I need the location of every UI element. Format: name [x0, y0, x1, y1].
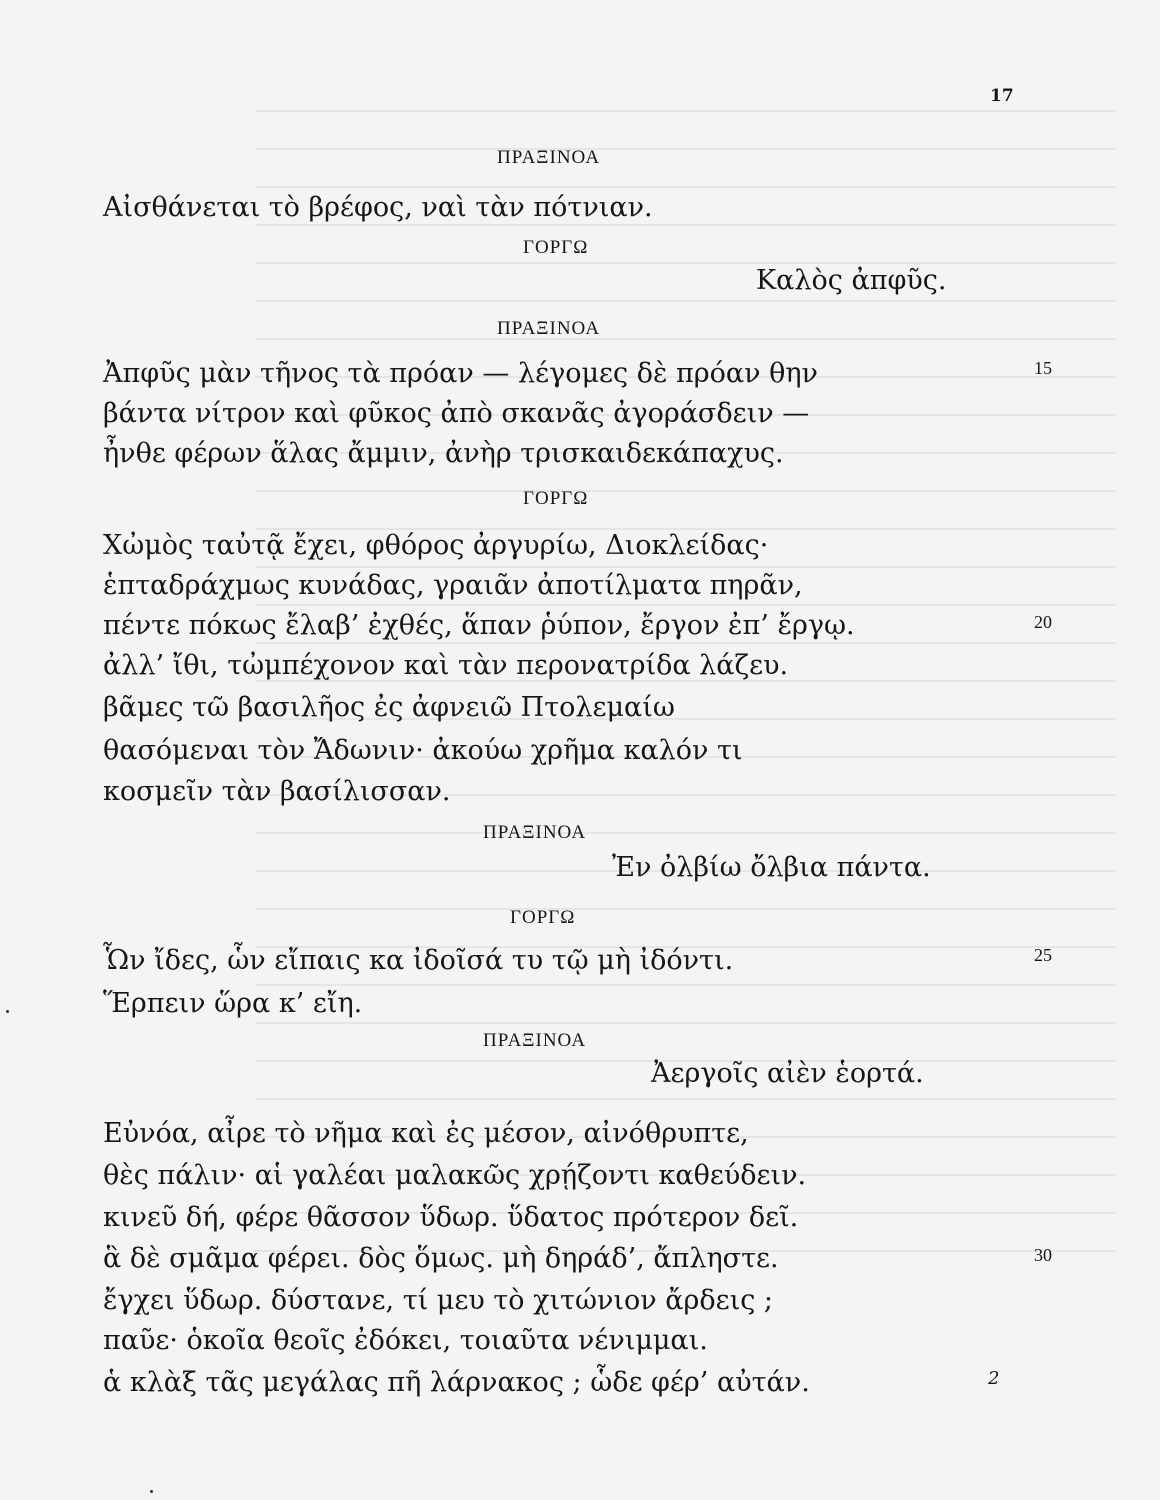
line-number: 20: [1034, 612, 1052, 632]
verse-line: Αἰσθάνεται τὸ βρέφος, ναὶ τὰν πότνιαν.: [103, 192, 653, 223]
signature-mark: 2: [988, 1368, 1000, 1389]
verse-line: ἦνθε φέρων ἅλας ἄμμιν, ἀνὴρ τρισκαιδεκάπαχυς.: [103, 438, 784, 469]
page-number: 17: [990, 86, 1014, 106]
line-number: 30: [1034, 1245, 1052, 1265]
verse-line: κοσμεῖν τὰν βασίλισσαν.: [103, 776, 451, 807]
speaker-heading: ΓΟΡΓΩ: [510, 907, 576, 928]
verse-line: βᾶμες τῶ βασιλῆος ἐς ἀφνειῶ Πτολεμαίω: [103, 692, 675, 723]
speaker-heading: ΓΟΡΓΩ: [523, 237, 589, 258]
verse-line: κινεῦ δή, φέρε θᾶσσον ὕδωρ. ὕδατος πρότερον δεῖ.: [103, 1202, 799, 1233]
speaker-heading: ΓΟΡΓΩ: [523, 488, 589, 509]
verse-line: Ἕρπειν ὥρα κ’ εἴη.: [103, 988, 363, 1019]
line-number: 25: [1034, 945, 1052, 965]
verse-line: Ἐν ὀλβίω ὄλβια πάντα.: [612, 852, 931, 883]
print-speck: [6, 1010, 9, 1013]
verse-line: ἃ δὲ σμᾶμα φέρει. δὸς ὅμως. μὴ δηράδ’, ἄπληστε.: [103, 1243, 779, 1274]
verse-line: Καλὸς ἀπφῦς.: [756, 265, 947, 296]
verse-line: ἁ κλὰξ τᾶς μεγάλας πῆ λάρνακος ; ὧδε φέρ’ αὐτάν.: [103, 1367, 810, 1398]
line-number: 15: [1034, 358, 1052, 378]
verse-line: ἀλλ’ ἴθι, τὠμπέχονον καὶ τὰν περονατρίδα λάζευ.: [103, 650, 789, 681]
speaker-heading: ΠΡΑΞΙΝΟΑ: [497, 147, 601, 168]
verse-line: Ἀπφῦς μὰν τῆνος τὰ πρόαν — λέγομες δὲ πρόαν θην: [103, 358, 818, 389]
verse-line: πέντε πόκως ἔλαβ’ ἐχθές, ἅπαν ῥύπον, ἔργον ἐπ’ ἔργῳ.: [103, 610, 855, 641]
verse-line: βάντα νίτρον καὶ φῦκος ἀπὸ σκανᾶς ἀγοράσδειν —: [103, 398, 810, 429]
speaker-heading: ΠΡΑΞΙΝΟΑ: [497, 318, 601, 339]
verse-line: θὲς πάλιν· αἱ γαλέαι μαλακῶς χρῄζοντι καθεύδειν.: [103, 1160, 807, 1191]
verse-line: Χὠμὸς ταὐτᾷ ἔχει, φθόρος ἀργυρίω, Διοκλείδας·: [103, 530, 769, 561]
verse-line: Ἀεργοῖς αἰὲν ἑορτά.: [651, 1058, 924, 1089]
verse-line: Ὧν ἴδες, ὧν εἴπαις κα ἰδοῖσά τυ τῷ μὴ ἰδόντι.: [103, 945, 734, 976]
speaker-heading: ΠΡΑΞΙΝΟΑ: [483, 1030, 587, 1051]
verse-line: ἔγχει ὕδωρ. δύστανε, τί μευ τὸ χιτώνιον ἄρδεις ;: [103, 1285, 774, 1316]
verse-line: Εὐνόα, αἶρε τὸ νῆμα καὶ ἐς μέσον, αἰνόθρυπτε,: [103, 1118, 749, 1149]
print-speck: [150, 1490, 153, 1493]
verse-line: θασόμεναι τὸν Ἄδωνιν· ἀκούω χρῆμα καλόν τι: [103, 735, 743, 766]
verse-line: παῦε· ὁκοῖα θεοῖς ἐδόκει, τοιαῦτα νένιμμαι.: [103, 1325, 708, 1356]
verse-line: ἑπταδράχμως κυνάδας, γραιᾶν ἀποτίλματα πηρᾶν,: [103, 570, 803, 601]
speaker-heading: ΠΡΑΞΙΝΟΑ: [483, 822, 587, 843]
